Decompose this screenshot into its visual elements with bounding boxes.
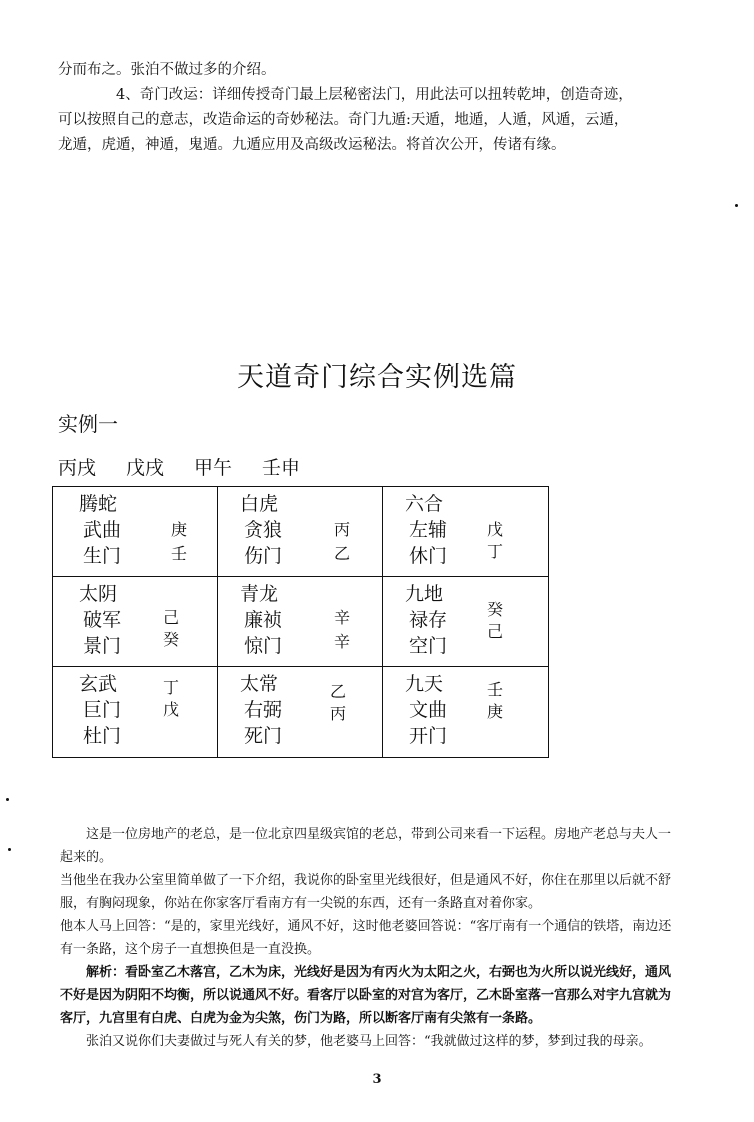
palace-cell — [383, 667, 548, 757]
intro-line: 分而布之。张泊不做过多的介绍。 — [58, 62, 276, 78]
palace-cell — [218, 577, 383, 667]
star-label: 禄存 — [409, 609, 448, 631]
deity-label: 六合 — [405, 493, 444, 515]
stem-bottom: 戊 — [163, 700, 180, 719]
palace-cell — [383, 487, 548, 577]
deity-label: 九天 — [405, 673, 444, 695]
intro-line: 4、奇门改运：详细传授奇门最上层秘密法门，用此法可以扭转乾坤，创造奇迹， — [116, 87, 633, 103]
stem-bottom: 癸 — [163, 630, 180, 649]
stem-bottom: 丙 — [330, 704, 347, 723]
story-paragraph: 张泊又说你们夫妻做过与死人有关的梦，他老婆马上回答：“我就做过这样的梦，梦到过我的母亲。 — [86, 1034, 652, 1049]
intro-line: 龙遁，虎遁，神遁，鬼遁。九遁应用及高级改运秘法。将首次公开，传诸有缘。 — [58, 137, 566, 153]
scan-speck — [8, 848, 11, 851]
deity-label: 九地 — [405, 583, 444, 605]
stem-top: 壬 — [487, 680, 504, 699]
palace-cell — [53, 577, 218, 667]
stem-top: 丁 — [163, 678, 180, 697]
pillar-hour: 壬申 — [262, 457, 301, 479]
door-label: 杜门 — [83, 725, 122, 747]
stem-bottom: 丁 — [487, 542, 504, 561]
analysis-paragraph: 解析：看卧室乙木落宫，乙木为床，光线好是因为有丙火为太阳之火，右弼也为火所以说光线好，通风不好是因为阴阳不均衡，所以说通风不好。看客厅以卧室的对宫为客厅，乙木卧室落一宫那么对宇九宫就为客厅，九宫里有白虎、白虎为金为尖煞，伤门为路，所以断客厅南有尖煞有一条路。 — [60, 965, 672, 1026]
door-label: 生门 — [83, 545, 122, 567]
palace-cell — [53, 667, 218, 757]
intro-paragraph — [58, 58, 678, 158]
pillar-day: 甲午 — [194, 457, 233, 479]
case-story — [60, 823, 672, 1053]
deity-label: 白虎 — [240, 493, 279, 515]
star-label: 武曲 — [83, 519, 122, 541]
stem-top: 癸 — [487, 600, 504, 619]
palace-cell — [218, 487, 383, 577]
deity-label: 太常 — [240, 673, 279, 695]
stem-top: 辛 — [334, 608, 351, 627]
door-label: 空门 — [409, 635, 448, 657]
deity-label: 太阴 — [79, 583, 118, 605]
stem-bottom: 庚 — [487, 702, 504, 721]
door-label: 景门 — [83, 635, 122, 657]
four-pillars — [58, 453, 300, 480]
story-paragraph: 当他坐在我办公室里简单做了一下介绍，我说你的卧室里光线很好，但是通风不好，你住在那里以后就不舒服，有胸闷现象，你站在你家客厅看南方有一尖锐的东西，还有一条路直对着你家。 — [60, 873, 672, 911]
deity-label: 玄武 — [79, 673, 118, 695]
door-label: 伤门 — [244, 545, 283, 567]
palace-cell — [53, 487, 218, 577]
stem-top: 戊 — [487, 520, 504, 539]
qimen-chart — [52, 486, 549, 758]
story-paragraph: 这是一位房地产的老总，是一位北京四星级宾馆的老总，带到公司来看一下运程。房地产老总与夫人一起来的。 — [60, 827, 672, 865]
star-label: 左辅 — [409, 519, 448, 541]
case-label: 实例一 — [58, 412, 118, 436]
section-title: 天道奇门综合实例选篇 — [237, 362, 517, 393]
door-label: 开门 — [409, 725, 448, 747]
star-label: 破军 — [83, 609, 122, 631]
star-label: 右弼 — [244, 699, 283, 721]
door-label: 惊门 — [244, 635, 283, 657]
star-label: 贪狼 — [244, 519, 283, 541]
stem-top: 庚 — [171, 520, 188, 539]
stem-bottom: 己 — [487, 622, 504, 641]
pillar-month: 戊戌 — [126, 457, 165, 479]
stem-top: 己 — [163, 608, 180, 627]
stem-bottom: 壬 — [171, 544, 188, 563]
door-label: 休门 — [409, 545, 448, 567]
deity-label: 青龙 — [240, 583, 279, 605]
page-number: 3 — [372, 1072, 382, 1087]
star-label: 文曲 — [409, 699, 448, 721]
story-paragraph: 他本人马上回答：“是的，家里光线好，通风不好，这时他老婆回答说：“客厅南有一个通信的铁塔，南边还有一条路，这个房子一直想换但是一直没换。 — [60, 919, 672, 957]
stem-top: 乙 — [330, 682, 347, 701]
deity-label: 腾蛇 — [79, 493, 118, 515]
stem-bottom: 辛 — [334, 632, 351, 651]
pillar-year: 丙戌 — [58, 457, 97, 479]
star-label: 廉祯 — [244, 609, 283, 631]
stem-bottom: 乙 — [334, 544, 351, 563]
star-label: 巨门 — [83, 699, 122, 721]
scan-speck — [6, 798, 9, 801]
door-label: 死门 — [244, 725, 283, 747]
stem-top: 丙 — [334, 520, 351, 539]
scan-speck — [735, 204, 738, 207]
palace-cell — [383, 577, 548, 667]
intro-line: 可以按照自己的意志，改造命运的奇妙秘法。奇门九遁:天遁，地遁，人遁，风遁，云遁， — [58, 112, 629, 128]
palace-cell — [218, 667, 383, 757]
